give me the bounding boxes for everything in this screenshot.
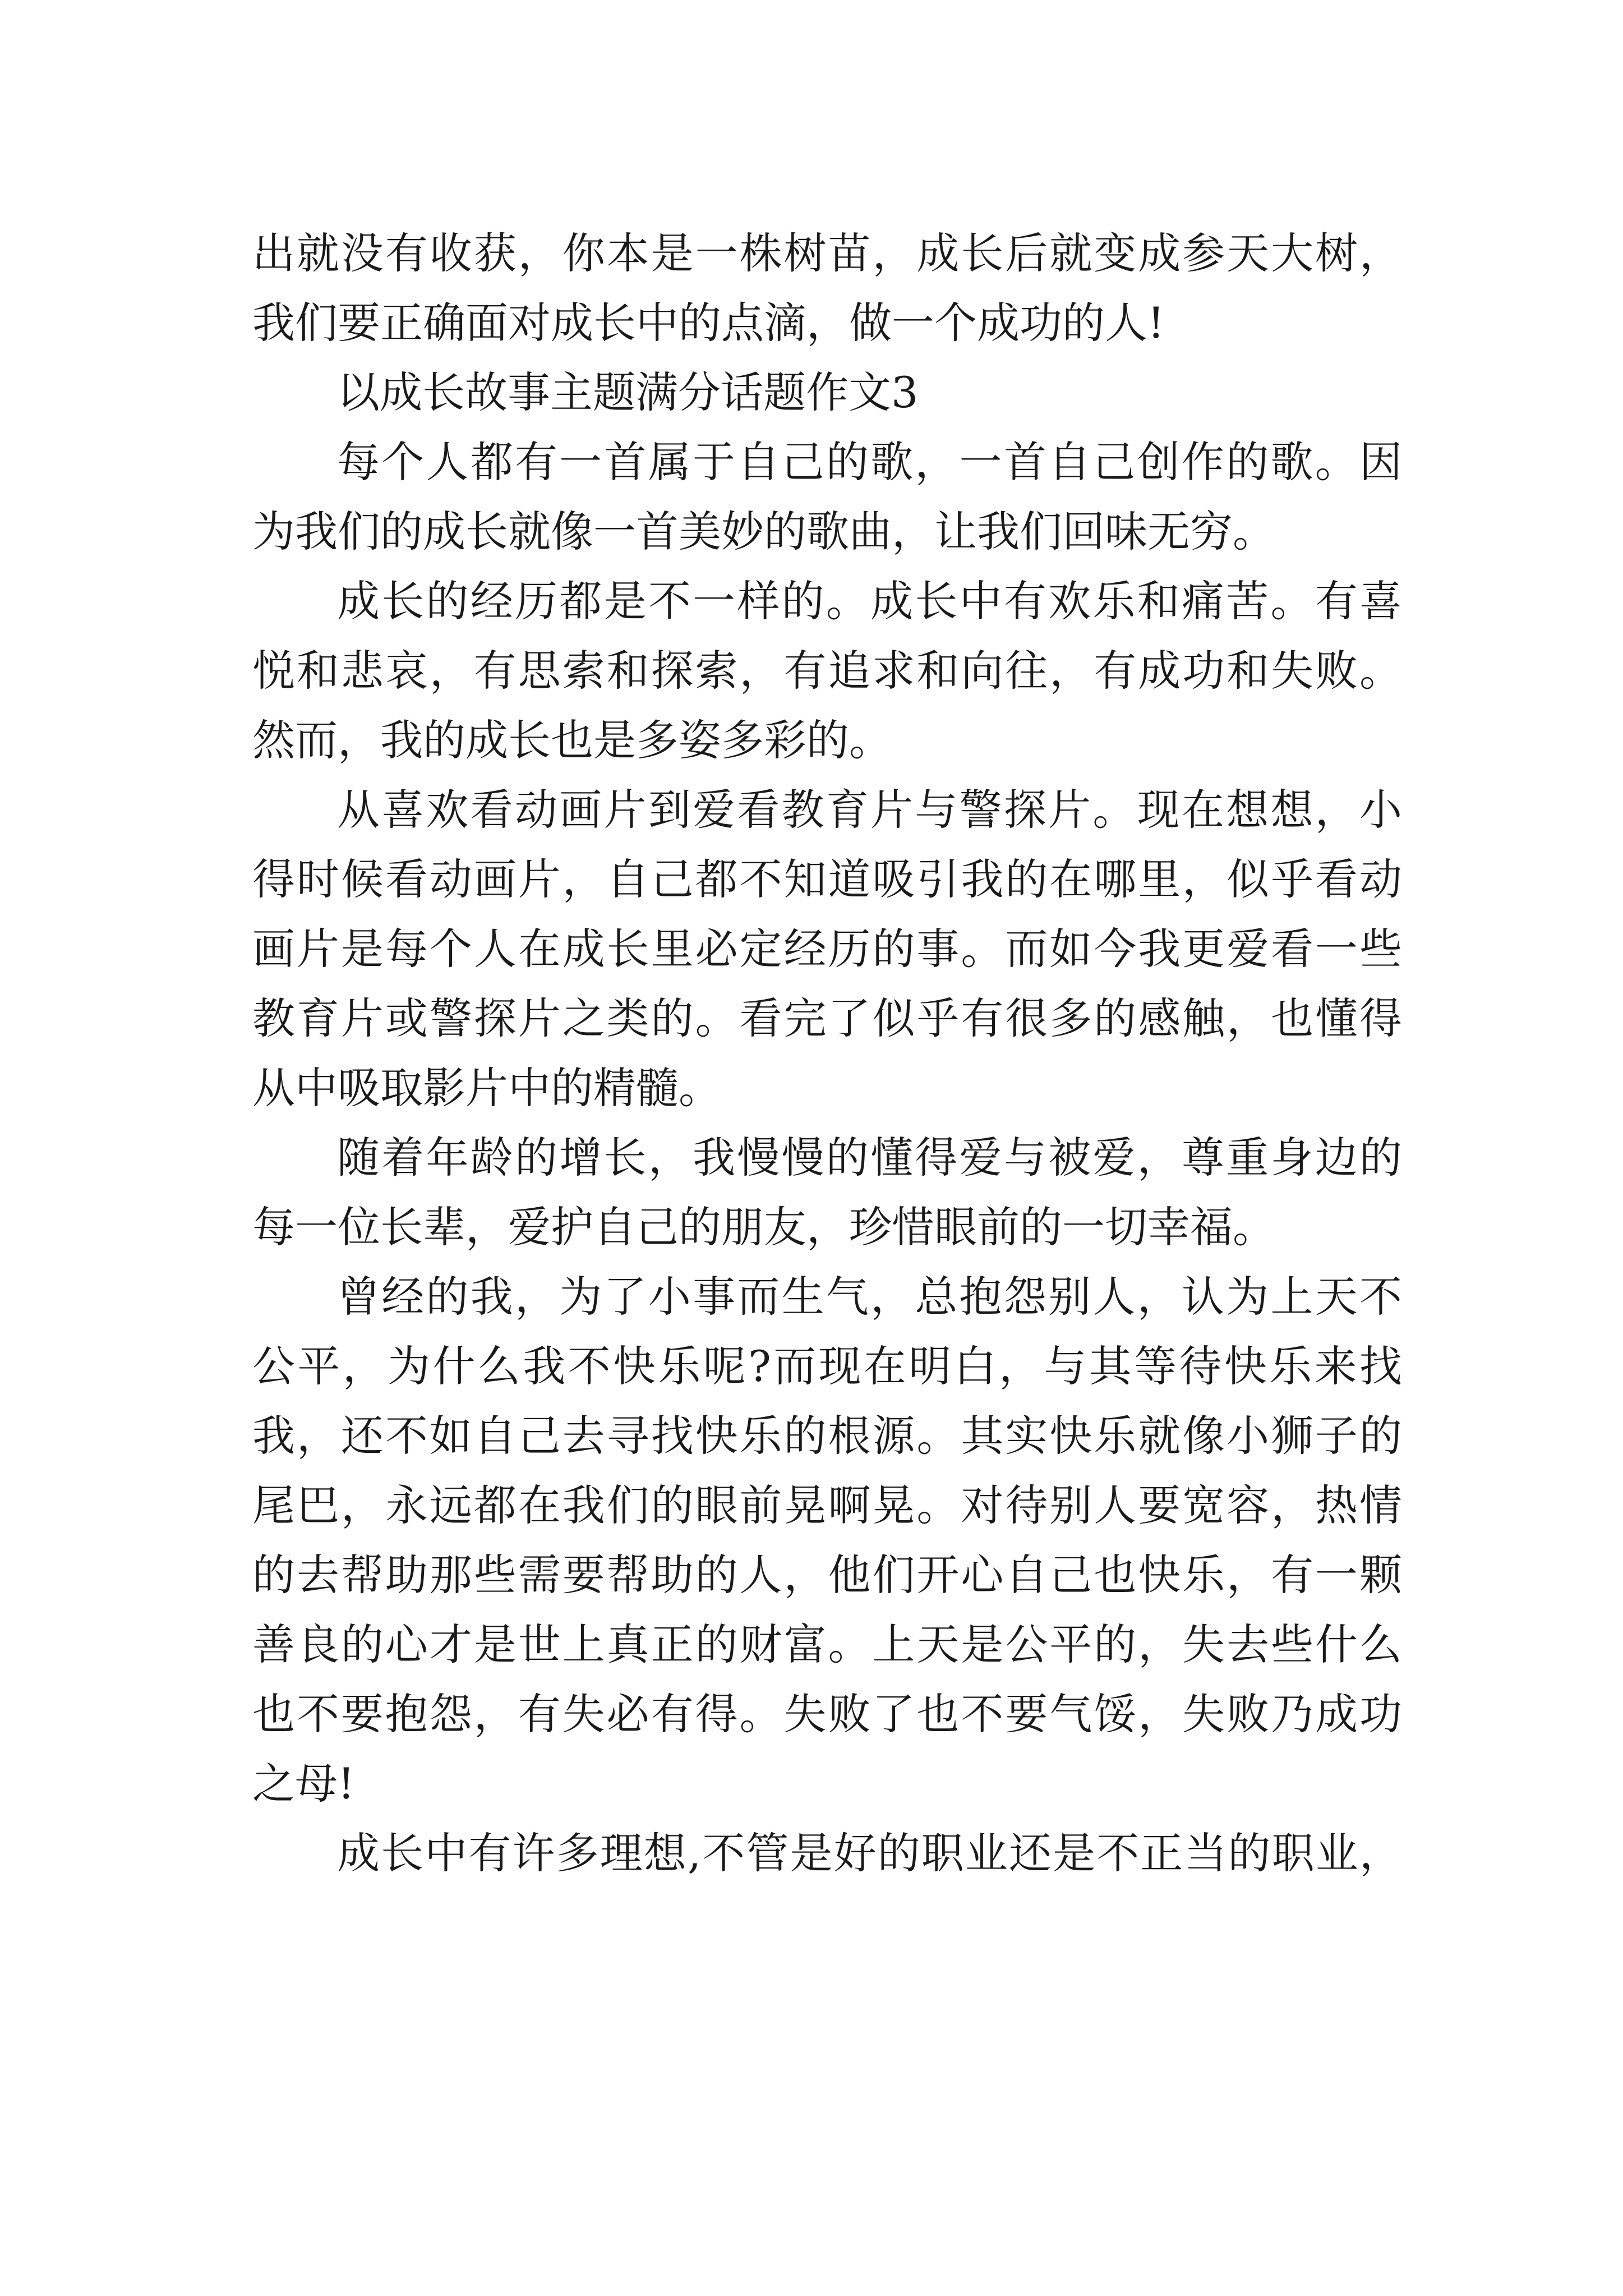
text-line: 之母! xyxy=(252,1759,355,1809)
text-line: 每个人都有一首属于自己的歌，一首自己创作的歌。因 xyxy=(337,437,1402,487)
text-line: 每一位长辈，爱护自己的朋友，珍惜眼前的一切幸福。 xyxy=(252,1202,1275,1252)
text-line: 我，还不如自己去寻找快乐的根源。其实快乐就像小狮子的 xyxy=(252,1411,1402,1461)
text-line: 从中吸取影片中的精髓。 xyxy=(252,1063,721,1113)
text-line: 从喜欢看动画片到爱看教育片与警探片。现在想想，小 xyxy=(337,785,1402,835)
text-line: 出就没有收获，你本是一株树苗，成长后就变成参天大树， xyxy=(252,228,1402,278)
text-line: 悦和悲哀，有思索和探索，有追求和向往，有成功和失败。 xyxy=(252,646,1402,696)
text-line: 随着年龄的增长，我慢慢的懂得爱与被爱，尊重身边的 xyxy=(337,1133,1402,1182)
text-line: 教育片或警探片之类的。看完了似乎有很多的感触，也懂得 xyxy=(252,993,1402,1043)
text-line: 的去帮助那些需要帮助的人，他们开心自己也快乐，有一颗 xyxy=(252,1550,1402,1600)
text-line: 为我们的成长就像一首美妙的歌曲，让我们回味无穷。 xyxy=(252,507,1275,556)
text-line: 曾经的我，为了小事而生气，总抱怨别人，认为上天不 xyxy=(337,1272,1402,1322)
text-line: 也不要抱怨，有失必有得。失败了也不要气馁，失败乃成功 xyxy=(252,1689,1402,1739)
text-line: 善良的心才是世上真正的财富。上天是公平的，失去些什么 xyxy=(252,1619,1402,1669)
text-line: 我们要正确面对成长中的点滴，做一个成功的人! xyxy=(252,298,1165,348)
text-line: 画片是每个人在成长里必定经历的事。而如今我更爱看一些 xyxy=(252,924,1402,974)
text-line: 成长的经历都是不一样的。成长中有欢乐和痛苦。有喜 xyxy=(337,576,1402,626)
text-line: 尾巴，永远都在我们的眼前晃啊晃。对待别人要宽容，热情 xyxy=(252,1480,1402,1530)
section-title: 以成长故事主题满分话题作文3 xyxy=(337,367,919,417)
text-line: 公平，为什么我不快乐呢?而现在明白，与其等待快乐来找 xyxy=(252,1341,1402,1391)
text-line: 然而，我的成长也是多姿多彩的。 xyxy=(252,715,892,765)
text-line: 得时候看动画片，自己都不知道吸引我的在哪里，似乎看动 xyxy=(252,854,1402,904)
text-line: 成长中有许多理想,不管是好的职业还是不正当的职业， xyxy=(337,1828,1402,1878)
